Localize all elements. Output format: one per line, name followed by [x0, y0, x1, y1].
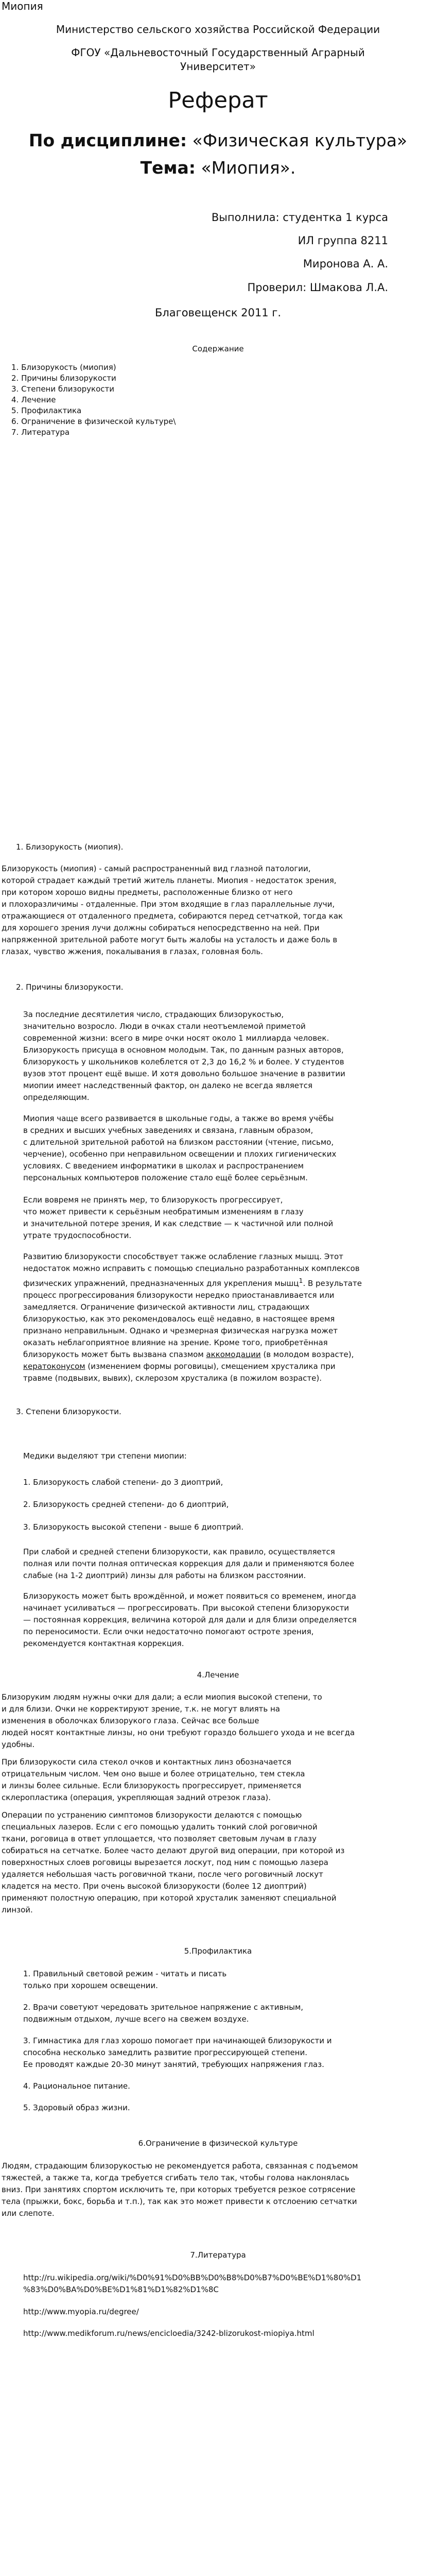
prevention-item-2: 2. Врачи советуют чередовать зрительное напряжение с активным, подвижным отдыхом, лучше всего на свежем воздухе.	[23, 2003, 304, 2024]
degree-item-1: 1. Близорукость слабой степени- до 3 диоптрий,	[23, 1478, 223, 1487]
subject-line	[0, 130, 436, 150]
toc-item: 5. Профилактика	[11, 406, 82, 415]
section-7-heading: 7.Литература	[190, 2250, 246, 2260]
toc-item: 2. Причины близорукости	[11, 374, 116, 383]
toc-item: 1. Близорукость (миопия)	[11, 363, 116, 372]
section-5-heading: 5.Профилактика	[184, 1946, 252, 1956]
section-2-paragraph-3: Если вовремя не принять мер, то близорукость прогрессирует, что может привести к серьёзным необратимым изменениям в глазу и значительной потере зрения, И как следствие — к частичной или полной утрате трудоспособности.	[23, 1195, 334, 1240]
keratoconus-link: кератоконусом	[23, 1362, 85, 1371]
accommodation-link: аккомодации	[206, 1350, 261, 1359]
subject-label: По дисциплине:	[28, 130, 187, 150]
document-name: Миопия	[2, 0, 43, 12]
university-line-2: Университет»	[180, 60, 256, 73]
reference-link-2[interactable]: http://www.myopia.ru/degree/	[23, 2307, 139, 2316]
reference-link-3[interactable]: http://www.medikforum.ru/news/encicloedia/3242-blizorukost-miopiya.html	[23, 2329, 315, 2338]
section-2-paragraph-4: Развитию близорукости способствует также ослабление глазных мышц. Этот недостаток можно исправить с помощью специально разработанных комплексов физических упражнений, предназначенных для укрепления мышц$^1$. В результате процесс прогрессирования близорукости нередко приостанавливается или замедляется. Ограничение физической активности лиц, страдающих близорукостью, как это рекомендовалось ещё недавно, в настоящее время признано неправильным. Однако и чрезмерная физическая нагрузка может оказать неблагоприятное влияние на зрение. Кроме того, приобретённая близорукость может быть вызвана спазмом аккомодации (в молодом возрасте), кератоконусом (изменением формы роговицы), смещением хрусталика при травме (подвывих, вывих), склерозом хрусталика (в пожилом возрасте).	[23, 1252, 362, 1383]
section-2-paragraph-2: Миопия чаще всего развивается в школьные годы, а также во время учёбы в средних и высших учебных заведениях и связана, главным образом, с длительной зрительной работой на близком расстоянии (чтение, письмо, черчение), особенно при неправильном освещении и плохих гигиенических условиях. С введением информатики в школах и распространением персональных компьютеров положение стало ещё более серьёзным.	[23, 1114, 337, 1182]
author-line-2: ИЛ группа 8211	[298, 234, 388, 247]
section-3-paragraph-1: При слабой и средней степени близорукости, как правило, осуществляется полная или почти полная оптическая коррекция для дали и применяются более слабые (на 1-2 диоптрий) линзы для работы на близком расстоянии.	[23, 1547, 355, 1580]
section-1-paragraph: Близорукость (миопия) - самый распространенный вид глазной патологии, которой страдает каждый третий житель планеты. Миопия - недостаток зрения, при котором хорошо видны предметы, расположенные близко от него и плохоразличимы - отдаленные. При этом входящие в глаз параллельные лучи, отражающиеся от отдаленного предмета, собираются перед сетчаткой, тогда как для хорошего зрения лучи должны собираться непосредственно на ней. При напряженной зрительной работе могут быть жалобы на усталость и даже боль в глазах, чувство жжения, покалывания в глазах, головная боль.	[2, 864, 343, 956]
prevention-item-4: 4. Рациональное питание.	[23, 2081, 130, 2091]
author-line-3: Миронова А. А.	[303, 258, 388, 270]
theme-value: «Миопия».	[196, 158, 296, 178]
city-year: Благовещенск 2011 г.	[154, 307, 282, 319]
toc-list	[11, 363, 176, 438]
section-4-paragraph-3: Операции по устранению симптомов близорукости делаются с помощью специальных лазеров. Если с его помощью удалить тонкий слой роговичной ткани, роговица в ответ уплощается, что позволяет световым лучам в глазу собираться на сетчатке. Более часто делают другой вид операции, при которой из поверхностных слоев роговицы вырезается лоскут, под ним с помощью лазера удаляется небольшая часть роговичной ткани, после чего роговичный лоскут кладется на место. При очень высокой близорукости (более 12 диоптрий) применяют полостную операцию, при которой хрусталик заменяют специальной линзой.	[2, 1810, 345, 1914]
prevention-item-5: 5. Здоровый образ жизни.	[23, 2103, 130, 2112]
section-3-paragraph-2: Близорукость может быть врождённой, и может появиться со временем, иногда начинает усиливаться — прогрессировать. При высокой степени близорукости — постоянная коррекция, величина которой для дали и для близи определяется по переносимости. Если очки недостаточно помогают остроте зрения, рекомендуется контактная коррекция.	[23, 1591, 357, 1648]
toc-item: 3. Степени близорукости	[11, 384, 114, 394]
toc-item: 7. Литература	[11, 428, 70, 437]
prevention-item-3: 3. Гимнастика для глаз хорошо помогает при начинающей близорукости и способна несколько замедлить развитие прогрессирующей степени. Ее проводят каждые 20-30 минут занятий, требующих напряжения глаз.	[23, 2036, 332, 2069]
reference-link-1[interactable]: http://ru.wikipedia.org/wiki/%D0%91%D0%BB%D0%B8%D0%B7%D0%BE%D1%80%D1 %83%D0%BA%D0%BE%D1%81%D1%82%D1%8C	[23, 2273, 362, 2294]
section-4-heading: 4.Лечение	[197, 1670, 239, 1680]
theme-label: Тема:	[140, 158, 196, 178]
section-6-paragraph: Людям, страдающим близорукостью не рекомендуется работа, связанная с подъемом тяжестей, а также та, когда требуется сгибать тело так, чтобы голова наклонялась вниз. При занятиях спортом исключить те, при которых требуется резкое сотрясение тела (прыжки, бокс, борьба и т.п.), так как это может привести к отслоению сетчатки или слепоте.	[2, 2161, 358, 2218]
section-6-heading: 6.Ограничение в физической культуре	[138, 2139, 298, 2148]
author-line-4: Проверил: Шмакова Л.А.	[247, 281, 388, 294]
subject-value: «Физическая культура»	[187, 130, 408, 150]
university-line-1: ФГОУ «Дальневосточный Государственный Аграрный	[71, 46, 365, 59]
footnote-mark: 1	[299, 1277, 303, 1284]
section-4-paragraph-1: Близоруким людям нужны очки для дали; а если миопия высокой степени, то и для близи. Очки не корректируют зрение, т.к. не могут влиять на изменения в оболочках близорукого глаза. Сейчас все больше людей носят контактные линзы, но они требуют гораздо большего ухода и не всегда удобны.	[2, 1692, 355, 1749]
prevention-item-1: 1. Правильный световой режим - читать и писать только при хорошем освещении.	[23, 1969, 227, 1990]
toc-item: 6. Ограничение в физической культуре\	[11, 417, 176, 426]
section-4-paragraph-2: При близорукости сила стекол очков и контактных линз обозначается отрицательным числом. Чем оно выше и более отрицательно, тем стекла и линзы более сильные. Если близорукость прогрессирует, применяется склеропластика (операция, укрепляющая задний отрезок глаза).	[2, 1757, 305, 1802]
section-2-heading: 2. Причины близорукости.	[16, 982, 124, 992]
author-line-1: Выполнила: студентка 1 курса	[211, 211, 388, 224]
section-2-paragraph-1: За последние десятилетия число, страдающих близорукостью, значительно возросло. Люди в очках стали неотъемлемой приметой современной жизни: всего в мире очки носят около 1 миллиарда человек. Близорукость присуща в основном молодым. Так, по данным разных авторов, близорукость у школьников колеблется от 2,3 до 16,2 % и более. У студентов вузов этот процент ещё выше. И хотя довольно большое значение в развитии миопии имеет наследственный фактор, он далеко не всегда является определяющим.	[23, 1010, 345, 1102]
degree-item-2: 2. Близорукость средней степени- до 6 диоптрий,	[23, 1500, 229, 1509]
section-1-heading: 1. Близорукость (миопия).	[16, 842, 124, 852]
degrees-intro: Медики выделяют три степени миопии:	[23, 1451, 187, 1461]
degree-item-3: 3. Близорукость высокой степени - выше 6 диоптрий.	[23, 1522, 244, 1532]
toc-heading: Содержание	[192, 344, 244, 353]
theme-line	[0, 158, 436, 178]
page-title: Реферат	[168, 88, 268, 113]
toc-item: 4. Лечение	[11, 395, 56, 404]
section-3-heading: 3. Степени близорукости.	[16, 1407, 121, 1416]
ministry-line: Министерство сельского хозяйства Российской Федерации	[56, 23, 380, 36]
